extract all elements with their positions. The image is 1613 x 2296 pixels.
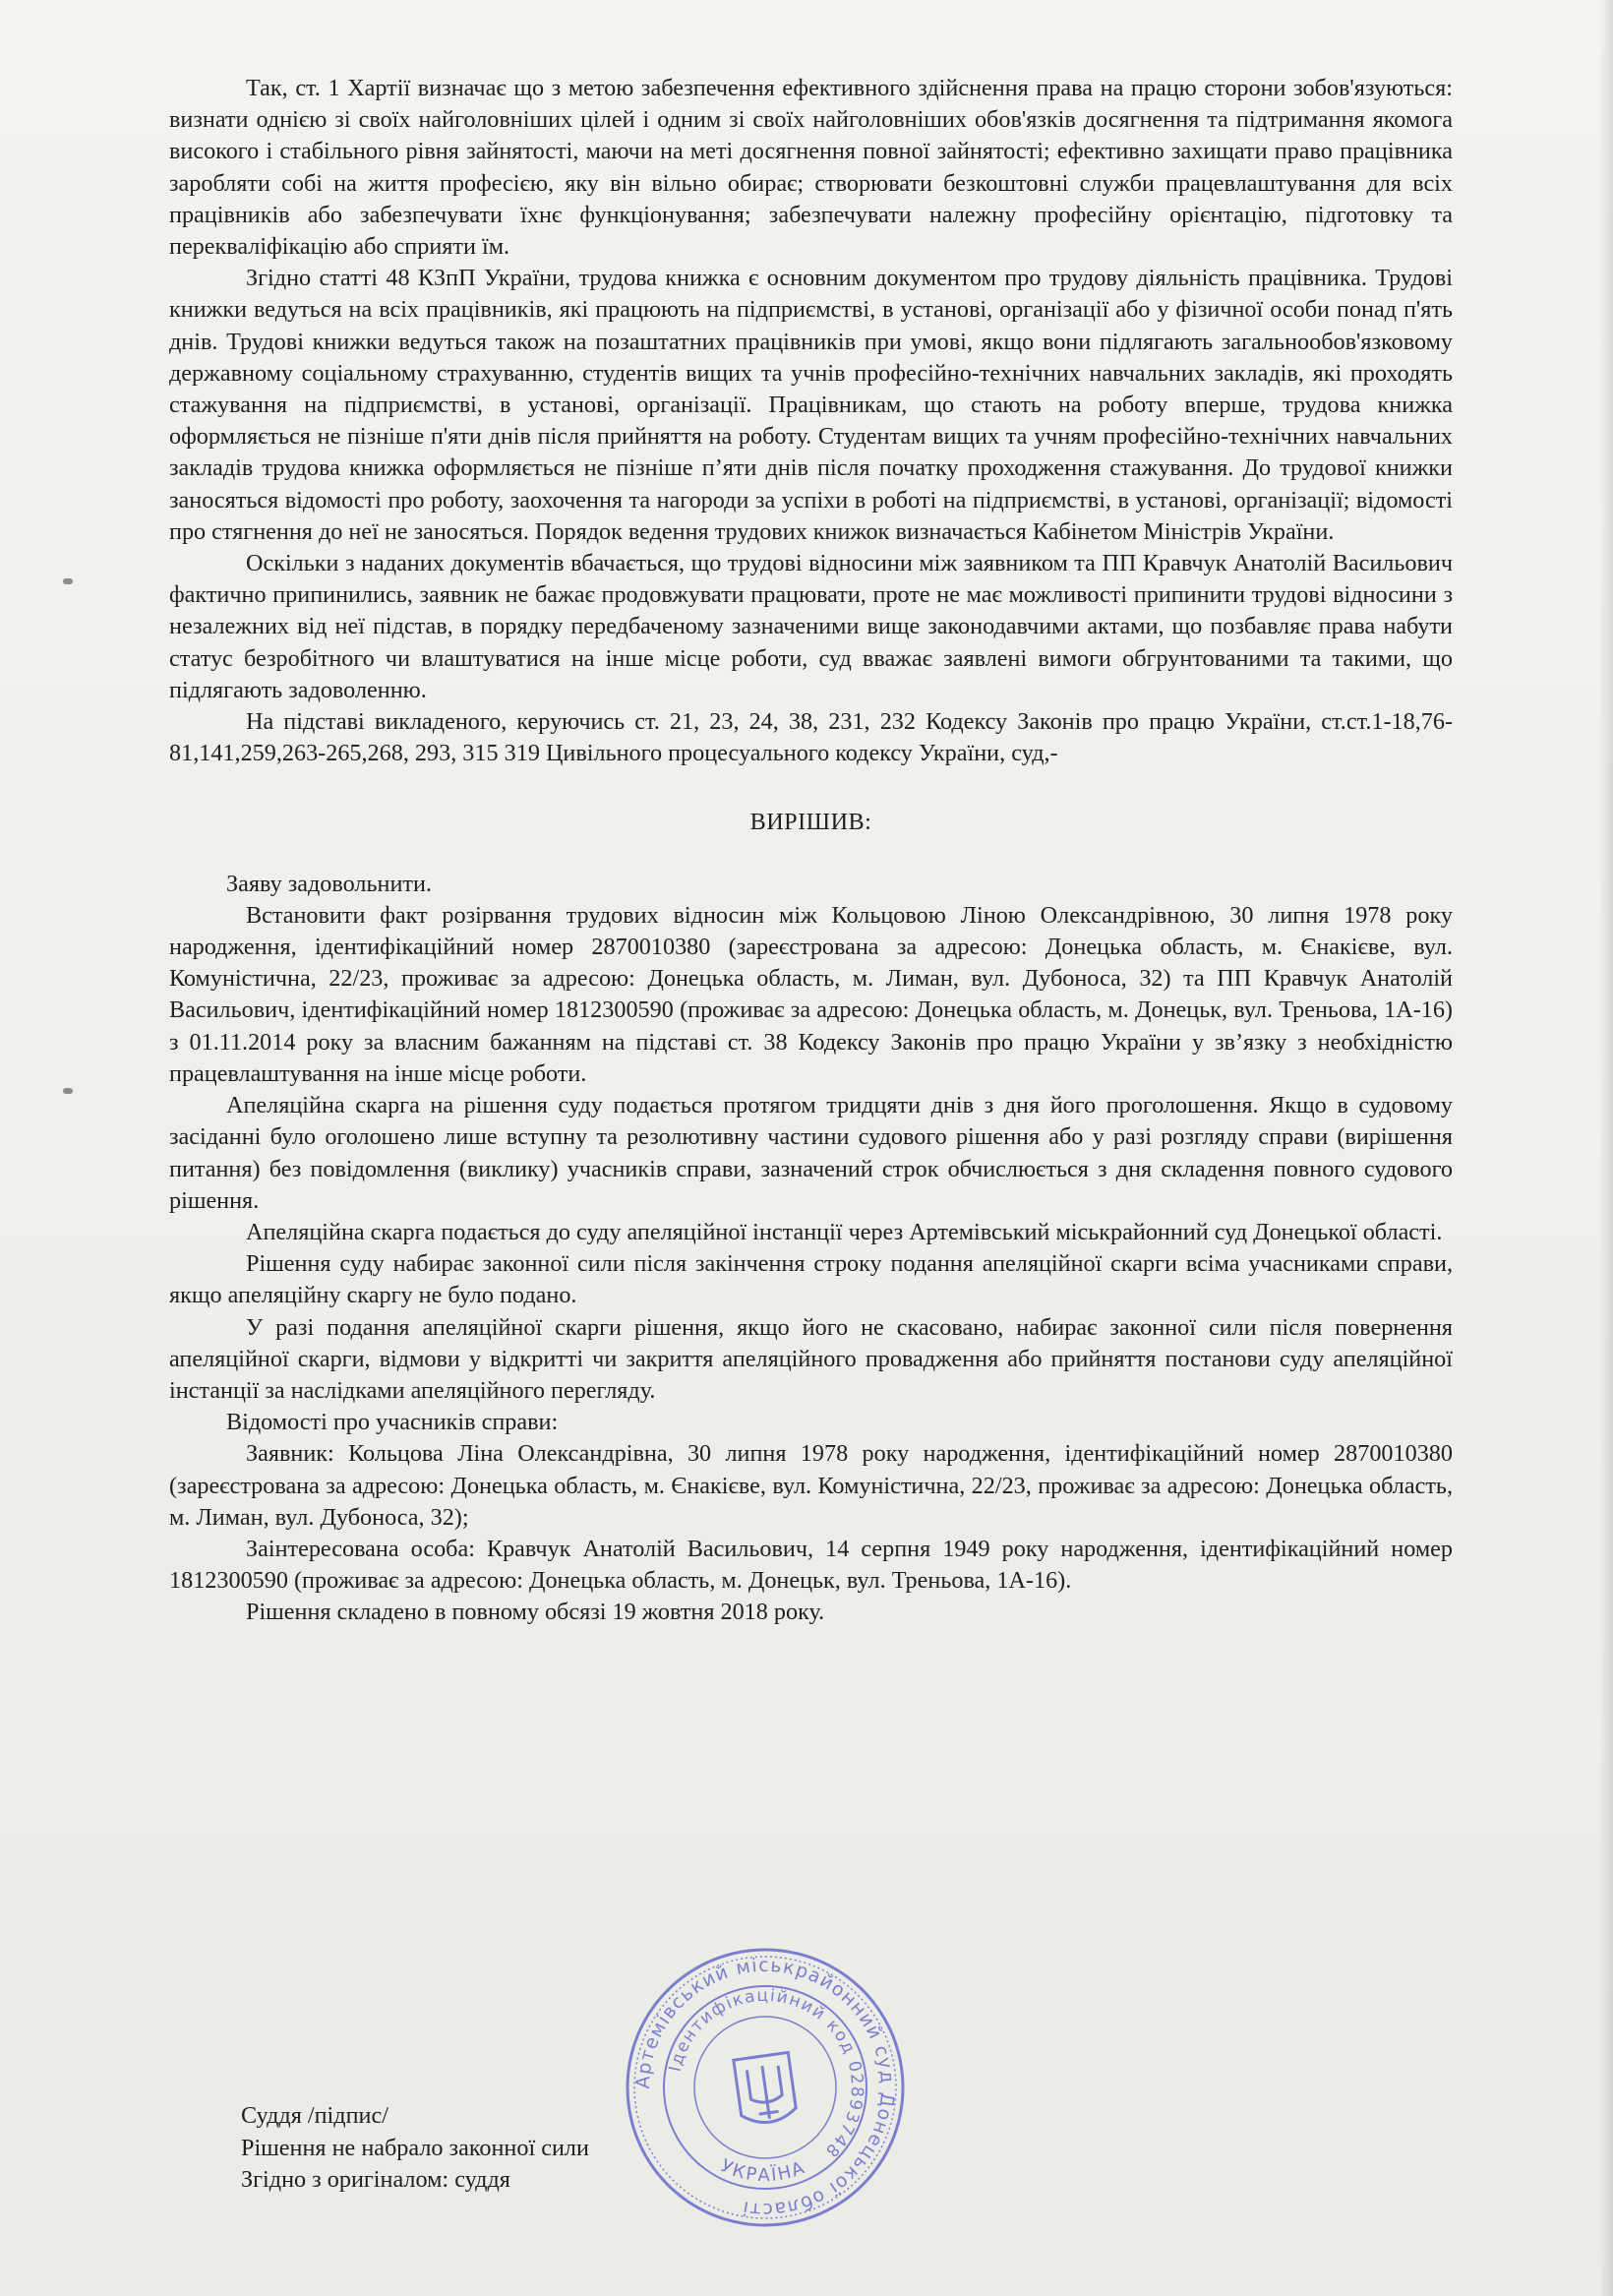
- paragraph-legal-basis: На підставі викладеного, керуючись ст. 21, 23, 24, 38, 231, 232 Кодексу Законів про працю України, ст.ст.1-18,76-81,141,259,263-265,268, 293, 315 319 Цивільного процесуального кодексу України, суд,-: [169, 708, 1453, 767]
- decision-grant: Заяву задовольнити.: [226, 870, 432, 897]
- stamp-inner-text: Ідентифікаційний код 02893748: [665, 1985, 867, 2162]
- stamp-outer-text: Артемівський міськрайонний суд Донецької області: [631, 1954, 899, 2221]
- stamp-bottom-text: УКРАЇНА: [717, 2155, 809, 2187]
- page-edge-shadow: [1599, 0, 1613, 2296]
- participant-interested-person: Заінтересована особа: Кравчук Анатолій Васильович, 14 серпня 1949 року народження, ідентифікаційний номер 1812300590 (проживає за адресою: Донецька область, м. Донецьк, вул. Треньова, 1А-16).: [169, 1535, 1453, 1595]
- binding-hole-mark: [63, 578, 73, 584]
- binding-hole-mark: [63, 1088, 73, 1094]
- paragraph-article-48: Згідно статті 48 КЗпП України, трудова книжка є основним документом про трудову діяльність працівника. Трудові книжки ведуться на всіх працівників, які працюють на підприємстві, в установі, організації або у фізичної особи понад п'ять днів. Трудові книжки ведуться також на позаштатних працівників при умові, якщо вони підлягають загальнообов'язковому державному соціальному страхуванню, студентів вищих та учнів професійно-технічних навчальних закладів, які проходять стажування на підприємстві, в установі, організації. Працівникам, що стають на роботу вперше, трудова книжка оформляється не пізніше п'яти днів після прийняття на роботу. Студентам вищих та учням професійно-технічних навчальних закладів трудова книжка оформляється не пізніше п’яти днів після початку проходження стажування. До трудової книжки заносяться відомості про роботу, заохочення та нагороди за успіхи в роботі на підприємстві, в установі, організації; відомості про стягнення до неї не заносяться. Порядок ведення трудових книжок визначається Кабінетом Міністрів України.: [169, 265, 1453, 545]
- legal-force-clause: Рішення суду набирає законної сили після закінчення строку подання апеляційної скарги всіма учасниками справи, якщо апеляційну скаргу не було подано.: [169, 1250, 1453, 1309]
- participants-heading: Відомості про учасників справи:: [226, 1409, 559, 1436]
- trident-emblem-icon: [734, 2052, 798, 2126]
- certified-copy-line: Згідно з оригіналом: суддя: [241, 2166, 510, 2194]
- not-in-force-note: Рішення не набрало законної сили: [241, 2134, 589, 2161]
- paragraph-charter: Так, ст. 1 Хартії визначає що з метою забезпечення ефективного здійснення права на працю сторони зобов'язуються: визнати однією зі своїх найголовніших цілей і одним зі своїх найголовніших обов'язків досягнення та підтримання якомога високого і стабільного рівня зайнятості, маючи на меті досягнення повної зайнятості; ефективно захищати право працівника заробляти собі на життя професією, яку він вільно обирає; створювати безкоштовні служби працевлаштування для всіх працівників або забезпечувати їхнє функціонування; забезпечувати належну професійну орієнтацію, підготовку та перекваліфікацію або сприяти їм.: [169, 75, 1453, 261]
- judge-signature-line: Суддя /підпис/: [241, 2102, 388, 2129]
- appeal-outcome-clause: У разі подання апеляційної скарги рішення, якщо його не скасовано, набирає законної сили після повернення апеляційної скарги, відмови у відкритті чи закриття апеляційного провадження або прийняття постанови суду апеляційної інстанції за наслідками апеляційного перегляду.: [169, 1313, 1453, 1404]
- appeal-court: Апеляційна скарга подається до суду апеляційної інстанції через Артемівський міськрайонний суд Донецької області.: [246, 1218, 1443, 1245]
- document-body: [169, 73, 1453, 1629]
- participant-applicant: Заявник: Кольцова Ліна Олександрівна, 30 липня 1978 року народження, ідентифікаційний номер 2870010380 (зареєстрована за адресою: Донецька область, м. Єнакієве, вул. Комуністична, 22/23, проживає за адресою: Донецька область, м. Лиман, вул. Дубоноса, 32);: [169, 1440, 1453, 1531]
- court-stamp: [618, 1940, 913, 2235]
- decision-establish-fact: Встановити факт розірвання трудових відносин між Кольцовою Ліною Олександрівною, 30 липня 1978 року народження, ідентифікаційний номер 2870010380 (зареєстрована за адресою: Донецька область, м. Єнакієве, вул. Комуністична, 22/23, проживає за адресою: Донецька область, м. Лиман, вул. Дубоноса, 32) та ПП Кравчук Анатолій Васильович, ідентифікаційний номер 1812300590 (проживає за адресою: Донецька область, м. Донецьк, вул. Треньова, 1А-16) з 01.11.2014 року за власним бажанням на підставі ст. 38 Кодексу Законів про працю України у зв’язку з необхідністю працевлаштування на інше місце роботи.: [169, 901, 1453, 1087]
- signature-block: [241, 2100, 589, 2197]
- appeal-term: Апеляційна скарга на рішення суду подається протягом тридцяти днів з дня його проголошення. Якщо в судовому засіданні було оголошено лише вступну та резолютивну частини судового рішення або у разі розгляду справи (вирішення питання) без повідомлення (виклику) учасників справи, зазначений строк обчислюється з дня складення повного судового рішення.: [169, 1092, 1453, 1214]
- paragraph-reasoning: Оскільки з наданих документів вбачається, що трудові відносини між заявником та ПП Кравчук Анатолій Васильович фактично припинились, заявник не бажає продовжувати працювати, проте не має можливості припинити трудові відносини з незалежних від неї підстав, в порядку передбаченому зазначеними вище законодавчими актами, що позбавляє права набути статус безробітного чи влаштуватися на інше місце роботи, суд вважає заявлені вимоги обгрунтованими та такими, що підлягають задоволенню.: [169, 550, 1453, 703]
- decision-heading: ВИРІШИВ:: [749, 809, 872, 836]
- full-decision-date: Рішення складено в повному обсязі 19 жовтня 2018 року.: [246, 1599, 825, 1626]
